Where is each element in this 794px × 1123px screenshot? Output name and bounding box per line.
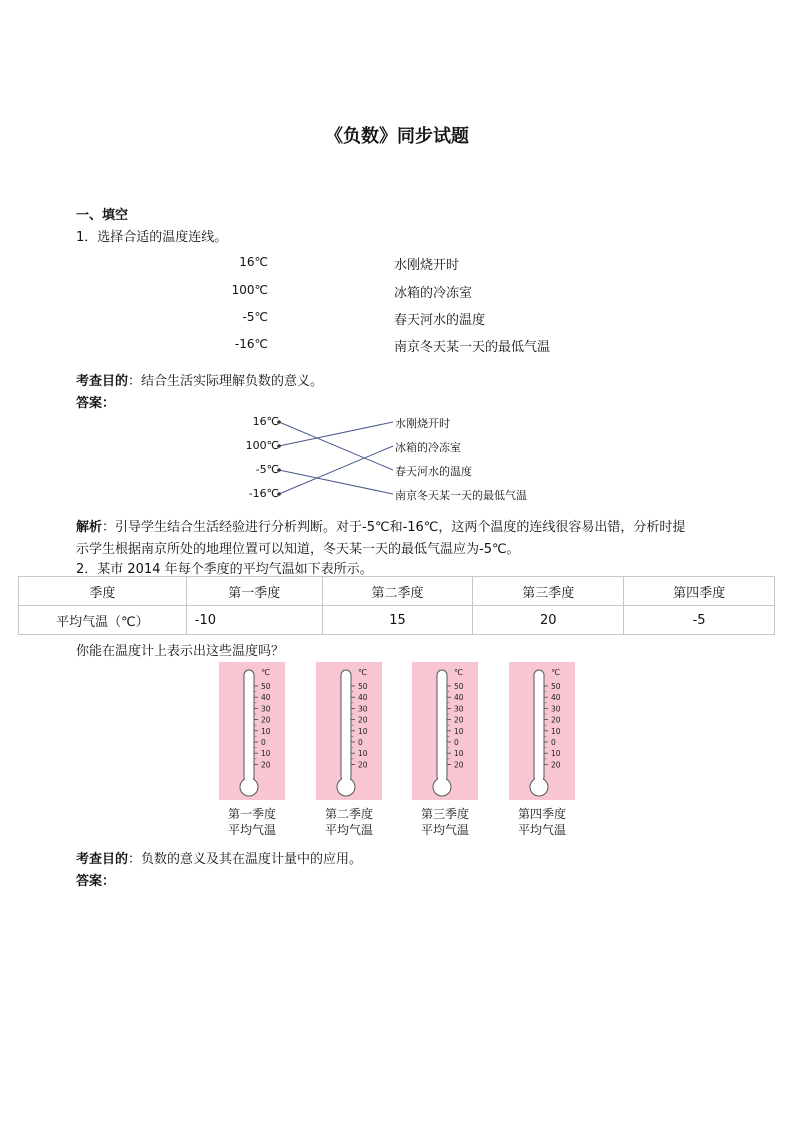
thermometer-tick-label: 10 bbox=[551, 749, 561, 759]
purpose-text: ：结合生活实际理解负数的意义。 bbox=[128, 374, 324, 389]
desc-option-1: 水刚烧开时 bbox=[394, 258, 460, 273]
table-row-label: 平均气温（℃） bbox=[19, 606, 187, 635]
thermometer-tick-label: 20 bbox=[358, 760, 368, 770]
thermometer-3[interactable] bbox=[412, 662, 478, 800]
table-header-cell: 第四季度 bbox=[624, 577, 775, 606]
thermometer-tick-label: 10 bbox=[358, 749, 368, 759]
thermometer-tick-label: 40 bbox=[454, 693, 464, 703]
thermometer-caption-4 bbox=[497, 806, 587, 838]
thermometer-tick-label: 40 bbox=[358, 693, 368, 703]
thermometer-tick-label: 0 bbox=[358, 738, 363, 747]
purpose-line-2 bbox=[76, 848, 362, 867]
thermometer-drawing bbox=[219, 662, 285, 800]
analysis-text-1: ：引导学生结合生活经验进行分析判断。对于-5℃和-16℃，这两个温度的连线很容易出错，分析时提 bbox=[102, 520, 686, 535]
purpose-label: 考查目的 bbox=[76, 374, 129, 389]
table-header-cell: 第一季度 bbox=[186, 577, 322, 606]
thermometer-tick-label: 10 bbox=[454, 749, 464, 759]
ans-desc-4: 南京冬天某一天的最低气温 bbox=[395, 489, 527, 502]
thermometer-tick-label: 50 bbox=[551, 682, 561, 691]
thermometer-unit: ℃ bbox=[358, 668, 367, 677]
thermometer-2[interactable] bbox=[316, 662, 382, 800]
thermometer-tick-label: 20 bbox=[261, 760, 271, 770]
thermometer-neck bbox=[438, 774, 446, 784]
thermometer-unit: ℃ bbox=[551, 668, 560, 677]
desc-option-2: 冰箱的冷冻室 bbox=[394, 286, 473, 301]
caption-line: 第三季度 bbox=[420, 807, 469, 821]
caption-line: 第四季度 bbox=[517, 807, 566, 821]
caption-line: 平均气温 bbox=[517, 823, 566, 837]
caption-line: 平均气温 bbox=[227, 823, 276, 837]
thermometer-caption-1 bbox=[207, 806, 297, 838]
thermometer-tick-label: 50 bbox=[358, 682, 368, 691]
ans-desc-3: 春天河水的温度 bbox=[395, 465, 472, 478]
answer-label-2: 答案： bbox=[76, 874, 116, 889]
section-heading: 一、填空 bbox=[76, 208, 129, 223]
ans-temp-4: -16℃ bbox=[248, 487, 279, 500]
thermometer-tick-label: 0 bbox=[261, 738, 266, 747]
thermometer-drawing bbox=[509, 662, 575, 800]
ans-desc-1: 水刚烧开时 bbox=[395, 417, 450, 430]
link-line-1 bbox=[279, 422, 393, 470]
thermometer-neck bbox=[535, 774, 543, 784]
link-line-4 bbox=[279, 446, 393, 494]
thermometer-1[interactable] bbox=[219, 662, 285, 800]
thermometer-tick-label: 10 bbox=[358, 726, 368, 736]
ans-temp-2: 100℃ bbox=[245, 439, 279, 452]
ans-temp-3: -5℃ bbox=[255, 463, 279, 476]
temp-option-2: 100℃ bbox=[231, 283, 268, 297]
thermometer-4[interactable] bbox=[509, 662, 575, 800]
thermometer-tick-label: 30 bbox=[261, 704, 271, 714]
table-row bbox=[19, 606, 775, 635]
desc-option-4: 南京冬天某一天的最低气温 bbox=[394, 340, 551, 355]
table-cell: 15 bbox=[322, 606, 473, 635]
caption-line: 平均气温 bbox=[420, 823, 469, 837]
analysis-line-1 bbox=[76, 516, 685, 535]
table-header-cell: 季度 bbox=[19, 577, 187, 606]
purpose-label-2: 考查目的 bbox=[76, 852, 129, 867]
table-cell: -10 bbox=[186, 606, 322, 635]
link-line-3 bbox=[279, 470, 393, 494]
thermometer-tick-label: 50 bbox=[454, 682, 464, 691]
temp-option-3: -5℃ bbox=[242, 310, 268, 324]
thermometer-tick-label: 30 bbox=[358, 704, 368, 714]
thermometer-tick-label: 30 bbox=[454, 704, 464, 714]
thermometer-tick-label: 20 bbox=[551, 760, 561, 770]
thermometer-tick-label: 40 bbox=[551, 693, 561, 703]
thermometer-tick-label: 30 bbox=[551, 704, 561, 714]
answer-matching-figure bbox=[245, 410, 565, 506]
ans-desc-2: 冰箱的冷冻室 bbox=[395, 441, 461, 454]
temp-option-4: -16℃ bbox=[234, 337, 268, 351]
analysis-line-2: 示学生根据南京所处的地理位置可以知道，冬天某一天的最低气温应为-5℃。 bbox=[76, 542, 520, 557]
thermometer-tick-label: 0 bbox=[454, 738, 459, 747]
thermometer-caption-3 bbox=[400, 806, 490, 838]
thermometer-neck bbox=[342, 774, 350, 784]
thermometer-tube bbox=[341, 670, 351, 782]
question-1: 1．选择合适的温度连线。 bbox=[76, 230, 228, 245]
link-line-2 bbox=[279, 422, 393, 446]
desc-option-3: 春天河水的温度 bbox=[394, 313, 486, 328]
answer-label: 答案： bbox=[76, 396, 116, 411]
thermometer-drawing bbox=[316, 662, 382, 800]
table-header-cell: 第二季度 bbox=[322, 577, 473, 606]
thermometer-tick-label: 0 bbox=[551, 738, 556, 747]
thermometer-tick-label: 20 bbox=[261, 715, 271, 725]
thermometer-unit: ℃ bbox=[261, 668, 270, 677]
thermometer-tick-label: 20 bbox=[454, 715, 464, 725]
thermometer-drawing bbox=[412, 662, 478, 800]
thermometer-tick-label: 50 bbox=[261, 682, 271, 691]
page-title: 《负数》同步试题 bbox=[325, 126, 469, 147]
thermometer-tick-label: 20 bbox=[358, 715, 368, 725]
ans-temp-1: 16℃ bbox=[252, 415, 279, 428]
thermometer-tick-label: 10 bbox=[551, 726, 561, 736]
table-header-cell: 第三季度 bbox=[473, 577, 624, 606]
temperature-table bbox=[18, 576, 775, 635]
thermometer-neck bbox=[245, 774, 253, 784]
temp-option-1: 16℃ bbox=[239, 255, 268, 269]
table-header-row bbox=[19, 577, 775, 606]
purpose-text-2: ：负数的意义及其在温度计量中的应用。 bbox=[128, 852, 363, 867]
table-cell: -5 bbox=[624, 606, 775, 635]
caption-line: 第一季度 bbox=[227, 807, 276, 821]
thermometer-tick-label: 10 bbox=[454, 726, 464, 736]
question-2-prompt: 你能在温度计上表示出这些温度吗？ bbox=[76, 644, 285, 659]
thermometer-tick-label: 40 bbox=[261, 693, 271, 703]
thermometer-tick-label: 20 bbox=[551, 715, 561, 725]
thermometer-tick-label: 10 bbox=[261, 726, 271, 736]
thermometer-tube bbox=[437, 670, 447, 782]
thermometer-tick-label: 10 bbox=[261, 749, 271, 759]
purpose-line bbox=[76, 370, 323, 389]
thermometer-caption-2 bbox=[304, 806, 394, 838]
thermometer-tick-label: 20 bbox=[454, 760, 464, 770]
thermometer-unit: ℃ bbox=[454, 668, 463, 677]
caption-line: 第二季度 bbox=[324, 807, 373, 821]
thermometer-tube bbox=[244, 670, 254, 782]
analysis-label: 解析 bbox=[76, 520, 103, 535]
question-2: 2．某市 2014 年每个季度的平均气温如下表所示。 bbox=[76, 562, 373, 577]
caption-line: 平均气温 bbox=[324, 823, 373, 837]
thermometer-tube bbox=[534, 670, 544, 782]
table-cell: 20 bbox=[473, 606, 624, 635]
